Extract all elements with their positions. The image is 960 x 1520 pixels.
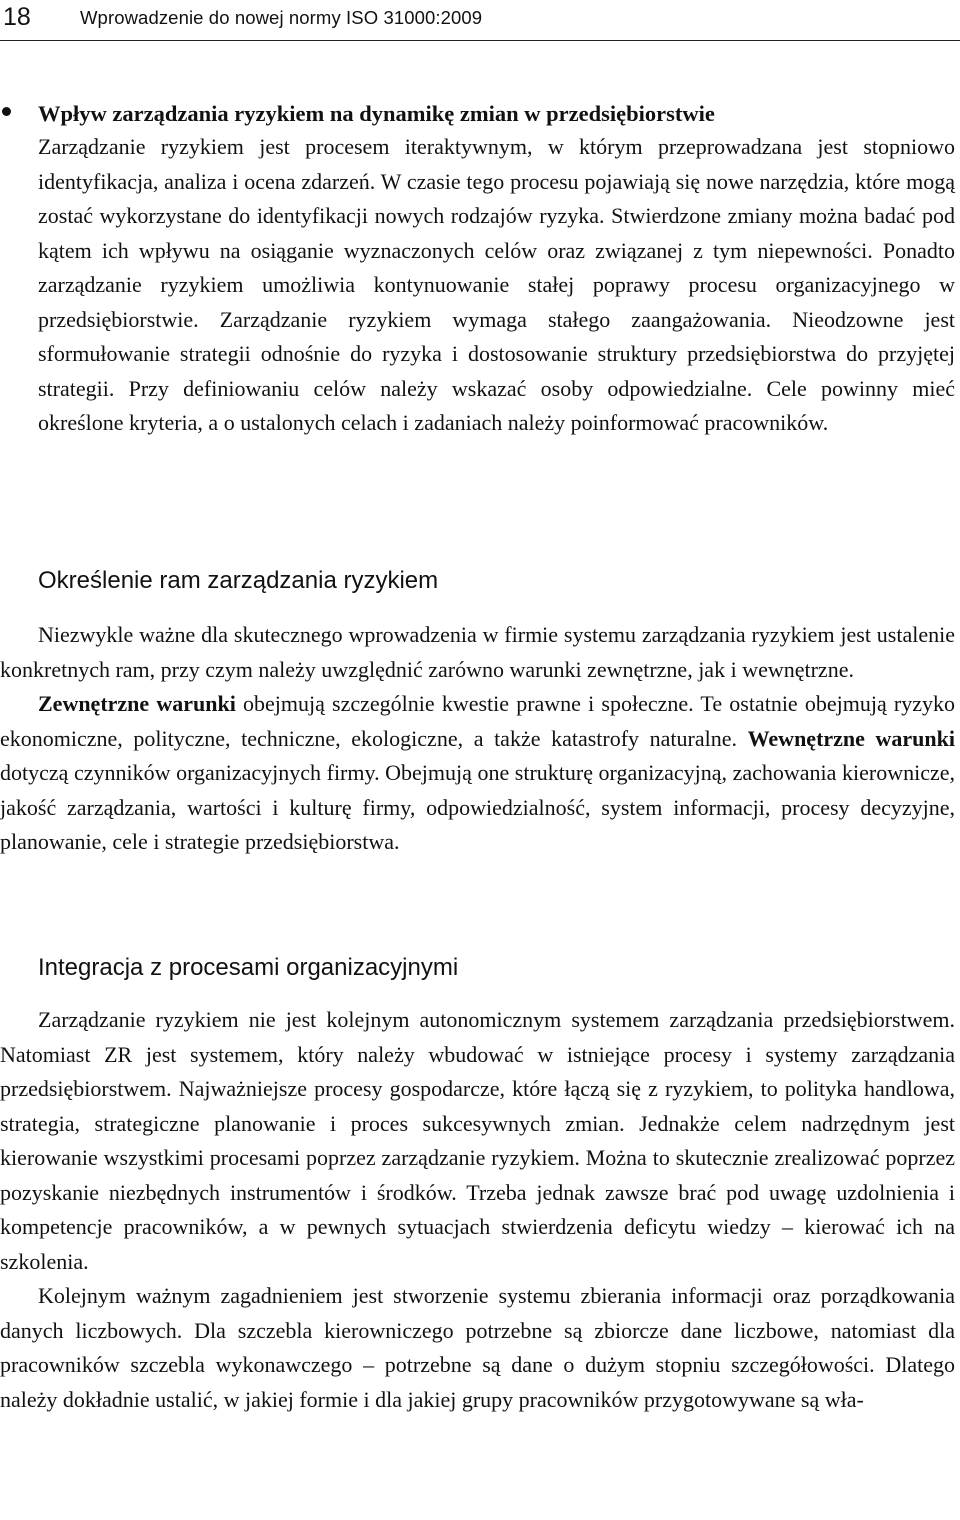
- bullet-title: Wpływ zarządzania ryzykiem na dynamikę zmian w przedsiębiorstwie: [38, 101, 715, 126]
- bullet-icon: [2, 107, 11, 116]
- paragraph-text: dotyczą czynników organizacyjnych firmy. Obejmują one strukturę organizacyjną, zachowania kierownicze, jakość zarządzania, wartości i kulturę firmy, odpowiedzialność, system informacji, procesy decyzyjne, planowanie, cele i strategie przedsiębiorstwa.: [0, 760, 955, 854]
- paragraph-text: obejmują szczególnie kwestie prawne i społeczne. Te ostatnie obejmują ryzyko ekonomiczne, polityczne, techniczne, ekologiczne, a także katastrofy naturalne.: [0, 691, 955, 751]
- section-heading-frameworks: Określenie ram zarządzania ryzykiem: [38, 567, 439, 594]
- paragraph: Niezwykle ważne dla skutecznego wprowadzenia w firmie systemu zarządzania ryzykiem jest ustalenie konkretnych ram, przy czym należy uwzględnić zarówno warunki zewnętrzne, jak i wewnętrzne.: [0, 622, 955, 682]
- paragraph: Kolejnym ważnym zagadnieniem jest stworzenie systemu zbierania informacji oraz porządkowania danych liczbowych. Dla szczebla kierowniczego potrzebne są zbiorcze dane liczbowe, natomiast dla pracowników szczebla wykonawczego – potrzebne są dane o dużym stopniu szczegółowości. Dlatego należy dokładnie ustalić, w jakiej formie i dla jakiej grupy pracowników przygotowywane są wła-: [0, 1283, 955, 1412]
- bold-term: Zewnętrzne warunki: [38, 691, 236, 716]
- section-integration: [0, 1003, 955, 1417]
- paragraph: Zarządzanie ryzykiem nie jest kolejnym autonomicznym systemem zarządzania przedsiębiorstwem. Natomiast ZR jest systemem, który należy wbudować w istniejące procesy i systemy zarządzania przedsiębiorstwem. Najważniejsze procesy gospodarcze, które łączą się z ryzykiem, to polityka handlowa, strategia, strategiczne planowanie i proces sukcesywnych zmian. Jednakże celem nadrzędnym jest kierowanie wszystkimi procesami poprzez zarządzanie ryzykiem. Można to skutecznie zrealizować poprzez pozyskanie niezbędnych instrumentów i środków. Trzeba jednak zawsze brać pod uwagę uzdolnienia i kompetencje pracowników, a w pewnych sytuacjach stwierdzenia deficytu wiedzy – kierować ich na szkolenia.: [0, 1007, 955, 1274]
- section-frameworks: [0, 618, 955, 860]
- bold-term: Wewnętrzne warunki: [747, 725, 956, 751]
- bullet-item: [38, 98, 955, 441]
- page-header: [0, 0, 960, 41]
- bullet-paragraph: Zarządzanie ryzykiem jest procesem iteraktywnym, w którym przeprowadzana jest stopniowo identyfikacja, analiza i ocena zdarzeń. W czasie tego procesu pojawiają się nowe narzędzia, które mogą zostać wykorzystane do identyfikacji nowych rodzajów ryzyka. Stwierdzone zmiany można badać pod kątem ich wpływu na osiąganie wyznaczonych celów oraz związanej z tym niepewności. Ponadto zarządzanie ryzykiem umożliwia kontynuowanie stałej poprawy procesu organizacyjnego w przedsiębiorstwie. Zarządzanie ryzykiem wymaga stałego zaangażowania. Nieodzowne jest sformułowanie strategii odnośnie do ryzyka i dostosowanie struktury przedsiębiorstwa do przyjętej strategii. Przy definiowaniu celów należy wskazać osoby odpowiedzialne. Cele powinny mieć określone kryteria, a o ustalonych celach i zadaniach należy poinformować pracowników.: [38, 134, 955, 435]
- section-heading-integration: Integracja z procesami organizacyjnymi: [38, 954, 459, 981]
- page-number: 18: [3, 3, 31, 31]
- paragraph: [0, 687, 955, 860]
- running-title: Wprowadzenie do nowej normy ISO 31000:2009: [80, 7, 483, 28]
